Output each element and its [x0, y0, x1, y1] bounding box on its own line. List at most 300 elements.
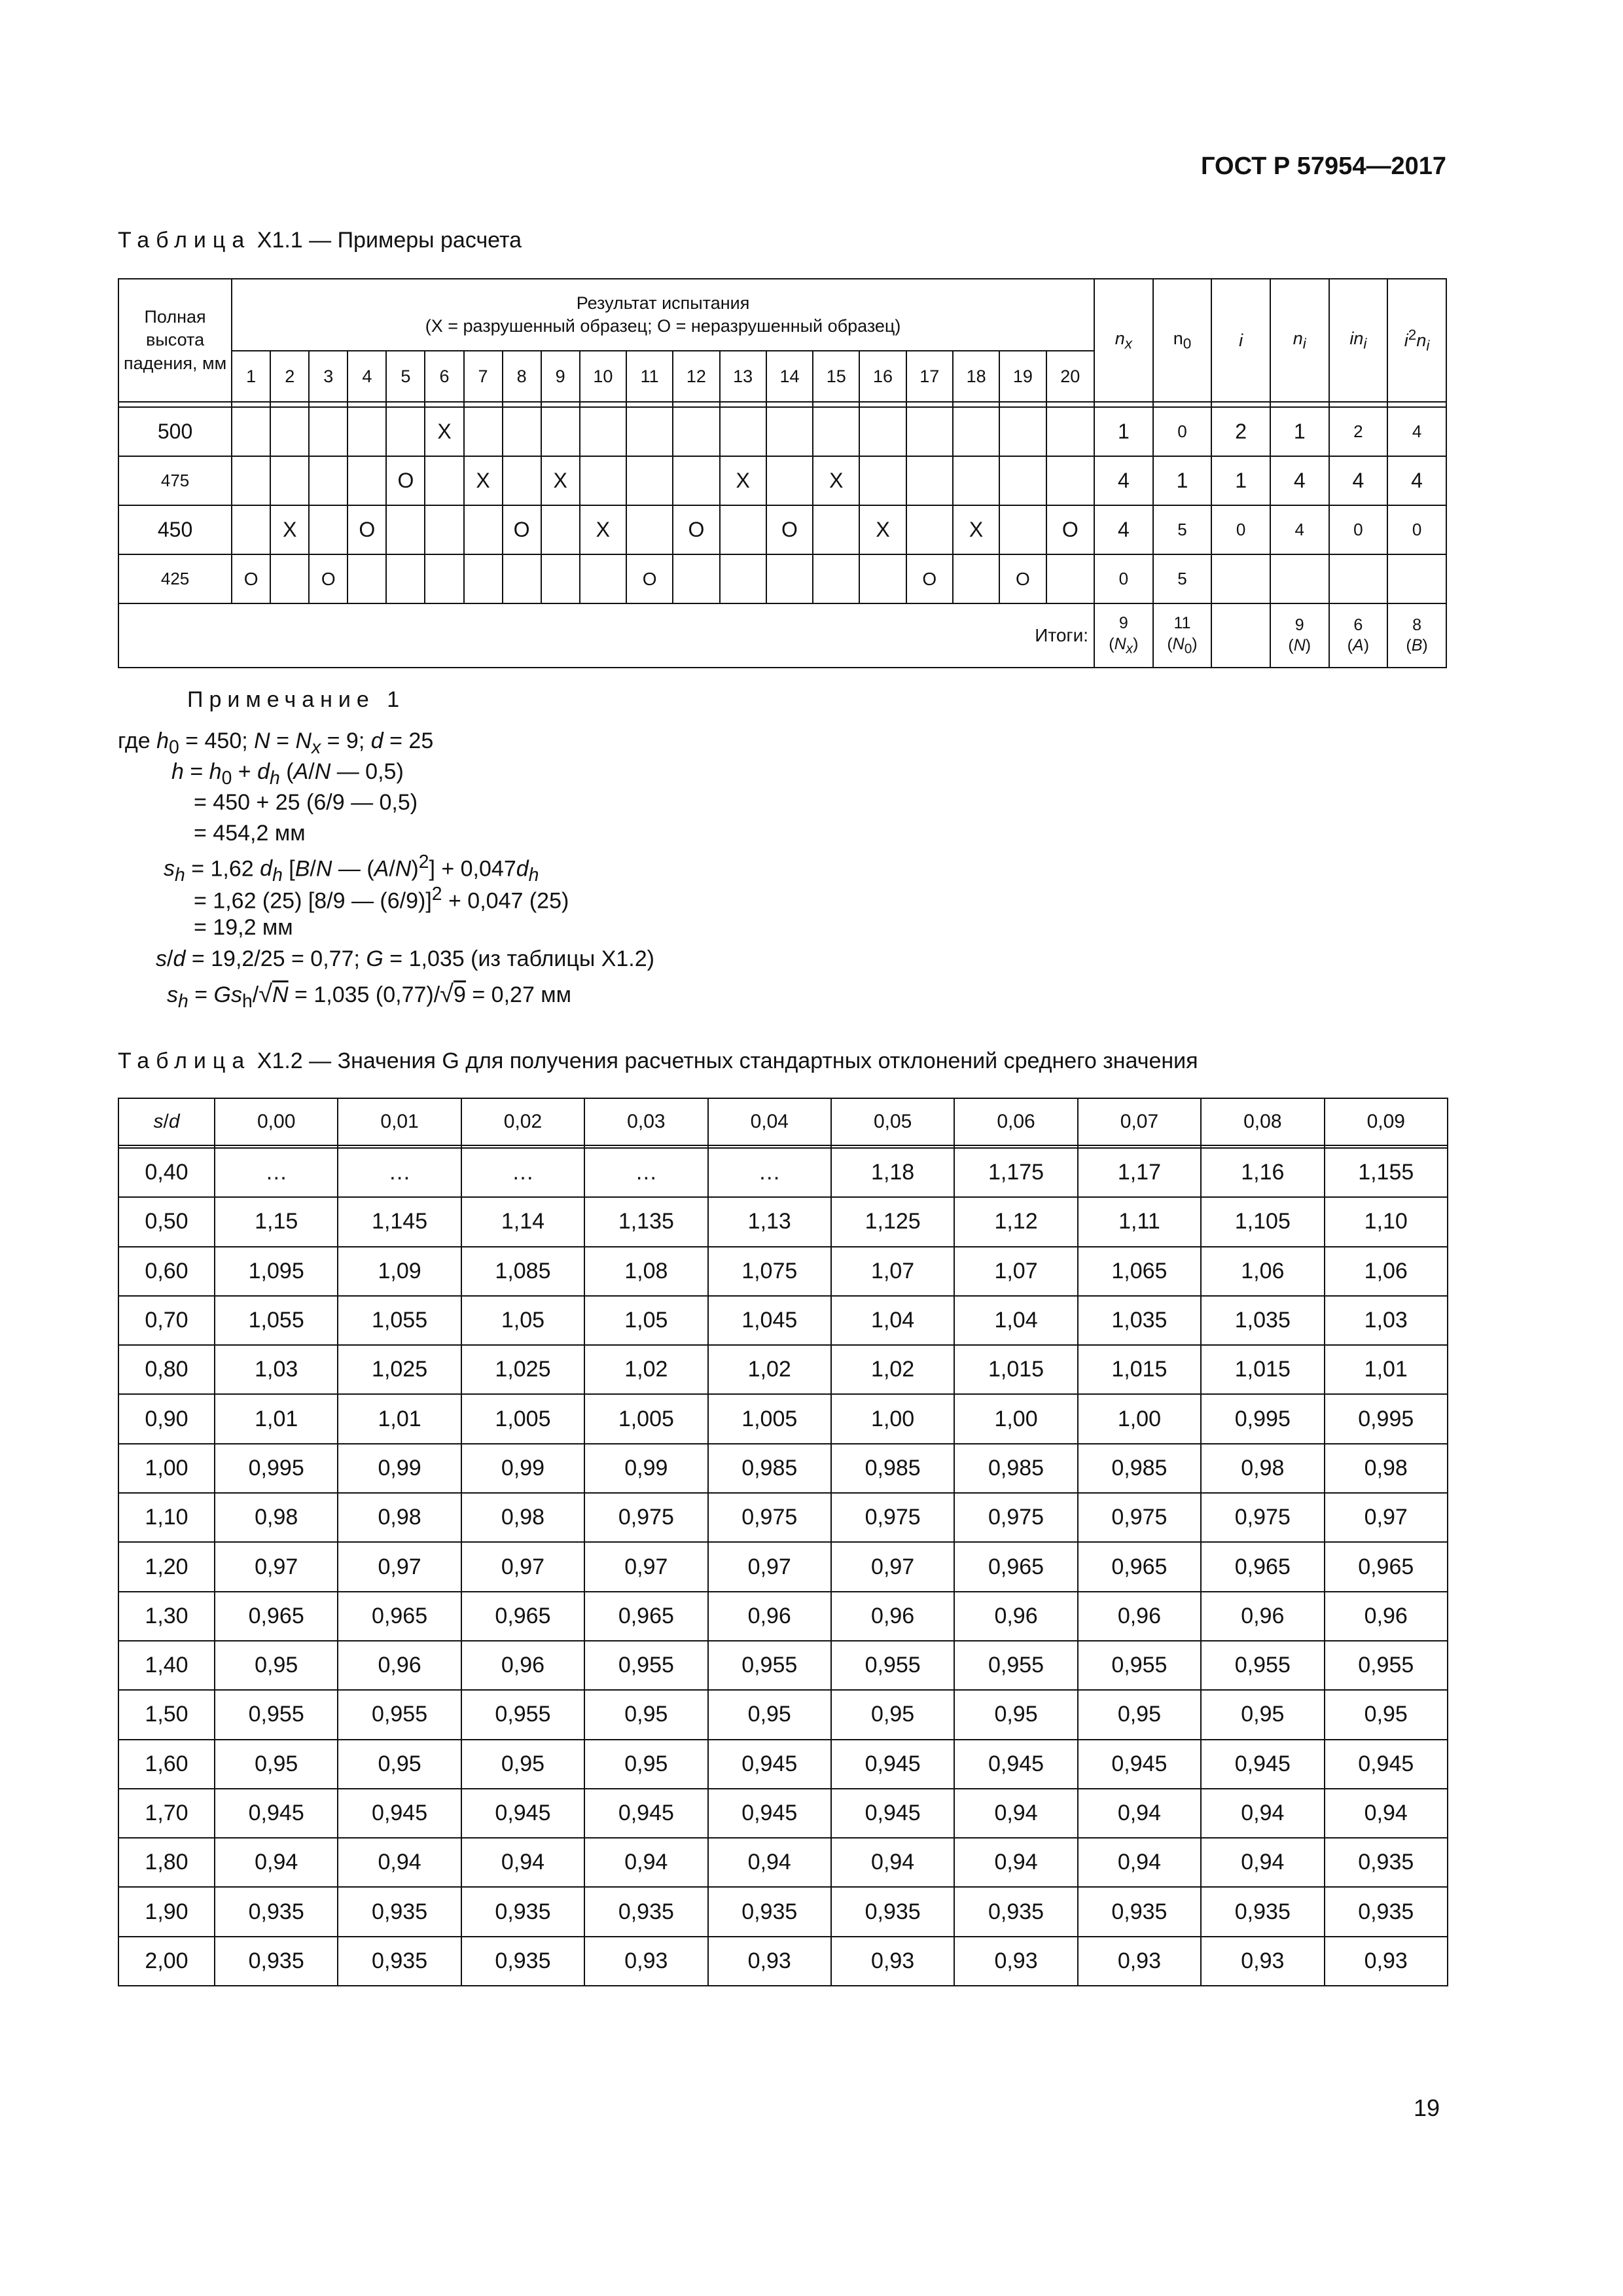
trial-number-3: 3	[309, 351, 348, 402]
table-row	[118, 1148, 1448, 1197]
table-row	[118, 1937, 1448, 1986]
trial-result-cell: О	[766, 505, 813, 554]
g-value-cell: 0,935	[954, 1887, 1077, 1936]
g-value-cell: 0,99	[461, 1444, 584, 1493]
g-value-cell: …	[338, 1148, 461, 1197]
g-value-cell: 0,955	[1325, 1641, 1448, 1690]
g-value-cell: 0,935	[461, 1887, 584, 1936]
trial-result-cell	[673, 456, 719, 505]
trial-result-cell	[999, 505, 1046, 554]
trial-result-cell	[270, 554, 309, 603]
stat-cell	[1270, 554, 1329, 603]
trial-result-cell: О	[309, 554, 348, 603]
total-symbol: (A)	[1347, 636, 1370, 655]
trial-result-cell	[626, 407, 673, 456]
g-value-cell: 1,075	[708, 1247, 831, 1296]
table-row	[118, 1789, 1448, 1838]
g-value-cell: 0,985	[954, 1444, 1077, 1493]
trial-result-cell	[232, 505, 270, 554]
g-value-cell: 0,945	[1078, 1740, 1201, 1789]
g-value-cell: 1,05	[461, 1296, 584, 1345]
g-value-cell: 1,18	[831, 1148, 954, 1197]
g-value-cell: 0,94	[1201, 1838, 1324, 1887]
trial-result-cell	[503, 456, 541, 505]
trial-result-cell	[580, 456, 626, 505]
g-value-cell: 0,96	[708, 1592, 831, 1641]
g-value-cell: 0,97	[584, 1542, 707, 1591]
sd-row-label: 1,00	[118, 1444, 215, 1493]
trial-result-cell	[348, 456, 386, 505]
table-row	[118, 554, 1446, 603]
spacer-cell	[953, 402, 999, 407]
stat-header-3: i	[1211, 279, 1270, 402]
trial-result-cell	[232, 456, 270, 505]
g-value-cell: 0,95	[708, 1690, 831, 1739]
sd-row-label: 0,90	[118, 1394, 215, 1443]
trial-result-cell	[425, 554, 463, 603]
g-value-cell: 0,93	[831, 1937, 954, 1986]
g-value-cell: 0,965	[1325, 1542, 1448, 1591]
sd-row-label: 1,70	[118, 1789, 215, 1838]
g-value-cell: 0,935	[1078, 1887, 1201, 1936]
trial-result-cell	[541, 407, 580, 456]
g-value-cell: 0,935	[831, 1887, 954, 1936]
g-value-cell: 1,06	[1325, 1247, 1448, 1296]
g-value-cell: 0,995	[1201, 1394, 1324, 1443]
g-value-cell: 1,00	[954, 1394, 1077, 1443]
spacer-cell	[1211, 402, 1270, 407]
trial-number-15: 15	[813, 351, 859, 402]
trial-number-7: 7	[464, 351, 503, 402]
note-line-9: $s_h = Gs_h/√N = 1,035$ (0,77)/√9 = 0,27 мм	[167, 980, 572, 1012]
spacer-cell	[1329, 402, 1388, 407]
table-row	[118, 1641, 1448, 1690]
g-value-cell: 0,94	[831, 1838, 954, 1887]
g-value-cell: 0,97	[831, 1542, 954, 1591]
table-row	[118, 1394, 1448, 1443]
table2-caption	[118, 1049, 1198, 1074]
spacer-cell	[425, 402, 463, 407]
g-value-cell: …	[461, 1148, 584, 1197]
trial-result-cell	[999, 407, 1046, 456]
trial-result-cell	[232, 407, 270, 456]
g-value-cell: 1,02	[708, 1345, 831, 1394]
table-row	[118, 1592, 1448, 1641]
table-row	[118, 1444, 1448, 1493]
trial-result-cell	[953, 456, 999, 505]
spacer-cell	[859, 402, 906, 407]
spacer-cell	[541, 402, 580, 407]
spacer-cell	[386, 402, 425, 407]
trial-result-cell	[386, 407, 425, 456]
g-value-cell: 0,98	[1325, 1444, 1448, 1493]
table2-caption-label: Таблица	[118, 1049, 251, 1073]
stat-cell: 4	[1094, 505, 1153, 554]
total-value: 8	[1412, 615, 1422, 634]
total-cell	[1153, 603, 1212, 668]
trial-number-17: 17	[906, 351, 953, 402]
g-value-cell: 0,995	[215, 1444, 338, 1493]
table2-column-header: 0,03	[584, 1098, 707, 1145]
g-value-cell: 0,945	[1325, 1740, 1448, 1789]
sd-row-label: 1,60	[118, 1740, 215, 1789]
trial-result-cell	[626, 505, 673, 554]
calculation-example-table	[118, 278, 1447, 668]
spacer-cell	[1270, 402, 1329, 407]
trial-result-cell: О	[1046, 505, 1095, 554]
g-value-cell: 0,93	[1201, 1937, 1324, 1986]
stat-header-2: $n_0$	[1153, 279, 1212, 402]
g-value-cell: 0,945	[584, 1789, 707, 1838]
table2-column-header: 0,08	[1201, 1098, 1324, 1145]
sd-row-label: 0,50	[118, 1197, 215, 1246]
table2-column-header: 0,06	[954, 1098, 1077, 1145]
total-symbol: (B)	[1406, 636, 1428, 655]
table-row	[118, 1493, 1448, 1542]
trial-result-cell	[813, 407, 859, 456]
g-value-cell: 0,94	[1325, 1789, 1448, 1838]
result-header-legend: (Х = разрушенный образец; О = неразрушенный образец)	[425, 316, 901, 336]
stat-cell: 0	[1211, 505, 1270, 554]
trial-number-4: 4	[348, 351, 386, 402]
g-value-cell: 0,955	[461, 1690, 584, 1739]
stat-cell	[1211, 554, 1270, 603]
g-value-cell: 1,015	[1201, 1345, 1324, 1394]
g-value-cell: 0,95	[584, 1740, 707, 1789]
spacer-cell	[1153, 402, 1212, 407]
g-value-cell: 0,95	[215, 1740, 338, 1789]
trial-result-cell: Х	[270, 505, 309, 554]
drop-height-cell: 500	[118, 407, 232, 456]
trial-result-cell	[541, 505, 580, 554]
g-value-cell: 1,025	[461, 1345, 584, 1394]
trial-result-cell	[859, 407, 906, 456]
stat-cell: 1	[1094, 407, 1153, 456]
trial-result-cell: Х	[859, 505, 906, 554]
g-value-cell: 1,175	[954, 1148, 1077, 1197]
trial-result-cell: О	[673, 505, 719, 554]
drop-height-cell: 450	[118, 505, 232, 554]
sd-row-label: 1,20	[118, 1542, 215, 1591]
g-value-cell: 0,97	[338, 1542, 461, 1591]
g-value-cell: 1,03	[215, 1345, 338, 1394]
g-value-cell: 0,98	[215, 1493, 338, 1542]
g-value-cell: 1,15	[215, 1197, 338, 1246]
g-value-cell: 0,93	[1078, 1937, 1201, 1986]
stat-cell: 5	[1153, 505, 1212, 554]
table2-column-header: 0,00	[215, 1098, 338, 1145]
note-line-5: $s_h = 1,62$ $d_h$ [B/N — $(A/N)^2] + 0,047d_h$	[164, 852, 539, 886]
g-value-cell: 0,95	[584, 1690, 707, 1739]
table2-caption-text: Х1.2 — Значения G для получения расчетных стандартных отклонений среднего значения	[257, 1049, 1198, 1073]
g-value-cell: 1,14	[461, 1197, 584, 1246]
g-value-cell: 0,95	[461, 1740, 584, 1789]
g-value-cell: 0,94	[954, 1838, 1077, 1887]
trial-result-cell	[464, 554, 503, 603]
trial-number-13: 13	[720, 351, 766, 402]
g-value-cell: 0,94	[215, 1838, 338, 1887]
g-value-cell: 0,955	[584, 1641, 707, 1690]
trial-result-cell: Х	[541, 456, 580, 505]
sd-row-label: 0,70	[118, 1296, 215, 1345]
trial-result-cell: О	[348, 505, 386, 554]
g-value-cell: 0,965	[215, 1592, 338, 1641]
table2-column-header: 0,01	[338, 1098, 461, 1145]
g-value-cell: 0,95	[1325, 1690, 1448, 1739]
trial-result-cell	[270, 407, 309, 456]
total-cell	[1211, 603, 1270, 668]
spacer-cell	[673, 402, 719, 407]
trial-result-cell	[673, 407, 719, 456]
spacer-cell	[270, 402, 309, 407]
stat-cell	[1329, 554, 1388, 603]
stat-cell: 0	[1094, 554, 1153, 603]
spacer-cell	[766, 402, 813, 407]
g-value-cell: 1,00	[1078, 1394, 1201, 1443]
table2-column-header: 0,05	[831, 1098, 954, 1145]
trial-result-cell	[309, 407, 348, 456]
g-value-cell: 1,10	[1325, 1197, 1448, 1246]
g-value-cell: 0,95	[1201, 1690, 1324, 1739]
g-value-cell: 0,985	[1078, 1444, 1201, 1493]
table-row	[118, 1197, 1448, 1246]
stat-cell	[1387, 554, 1446, 603]
trial-result-cell: Х	[813, 456, 859, 505]
g-value-cell: 0,935	[338, 1937, 461, 1986]
trial-result-cell	[813, 505, 859, 554]
g-value-cell: 0,98	[338, 1493, 461, 1542]
g-value-cell: 1,005	[708, 1394, 831, 1443]
stat-cell: 4	[1329, 456, 1388, 505]
spacer-cell	[580, 402, 626, 407]
trial-result-cell	[1046, 407, 1095, 456]
total-symbol: $(N_0)$	[1167, 634, 1198, 656]
g-value-cell: 1,025	[338, 1345, 461, 1394]
stat-cell: 1	[1270, 407, 1329, 456]
stat-cell: 4	[1094, 456, 1153, 505]
trial-result-cell	[720, 407, 766, 456]
stat-header-4: $n_i$	[1270, 279, 1329, 402]
trial-result-cell	[766, 407, 813, 456]
sd-row-label: 1,40	[118, 1641, 215, 1690]
g-value-cell: 0,935	[1325, 1838, 1448, 1887]
g-value-cell: 0,965	[1201, 1542, 1324, 1591]
trial-number-8: 8	[503, 351, 541, 402]
g-value-cell: 0,97	[215, 1542, 338, 1591]
trial-result-cell	[766, 554, 813, 603]
trial-result-cell	[503, 407, 541, 456]
sd-row-label: 1,30	[118, 1592, 215, 1641]
table2-column-header: 0,07	[1078, 1098, 1201, 1145]
g-value-cell: 0,93	[708, 1937, 831, 1986]
g-value-cell: 0,99	[584, 1444, 707, 1493]
sd-row-label: 0,40	[118, 1148, 215, 1197]
stat-cell: 1	[1153, 456, 1212, 505]
g-value-cell: 0,98	[461, 1493, 584, 1542]
sd-row-label: 0,60	[118, 1247, 215, 1296]
g-value-cell: 1,045	[708, 1296, 831, 1345]
stat-cell: 0	[1153, 407, 1212, 456]
sd-row-label: 1,10	[118, 1493, 215, 1542]
trial-result-cell	[309, 456, 348, 505]
g-value-cell: 1,08	[584, 1247, 707, 1296]
trial-result-cell	[953, 554, 999, 603]
trial-number-9: 9	[541, 351, 580, 402]
trial-number-16: 16	[859, 351, 906, 402]
table2-column-header: 0,02	[461, 1098, 584, 1145]
sd-row-label: 1,80	[118, 1838, 215, 1887]
g-value-cell: 0,94	[1078, 1838, 1201, 1887]
trial-result-cell	[859, 554, 906, 603]
g-value-cell: 0,975	[708, 1493, 831, 1542]
trial-result-cell	[348, 554, 386, 603]
spacer-cell	[999, 402, 1046, 407]
g-value-cell: …	[708, 1148, 831, 1197]
trial-result-cell	[813, 554, 859, 603]
g-value-cell: 0,945	[831, 1789, 954, 1838]
g-value-cell: 1,06	[1201, 1247, 1324, 1296]
g-value-cell: 0,94	[708, 1838, 831, 1887]
trial-result-cell: Х	[580, 505, 626, 554]
trial-result-cell: О	[503, 505, 541, 554]
g-value-cell: 0,96	[461, 1641, 584, 1690]
trial-result-cell	[1046, 456, 1095, 505]
spacer-cell	[309, 402, 348, 407]
g-value-cell: 1,12	[954, 1197, 1077, 1246]
table2-corner-header: s/d	[118, 1098, 215, 1145]
g-value-cell: 0,95	[215, 1641, 338, 1690]
trial-result-cell	[464, 505, 503, 554]
g-value-cell: 1,07	[831, 1247, 954, 1296]
g-value-cell: 0,955	[954, 1641, 1077, 1690]
trial-result-cell: Х	[425, 407, 463, 456]
total-cell	[1094, 603, 1153, 668]
trial-result-cell	[386, 554, 425, 603]
trial-result-cell	[720, 505, 766, 554]
trial-result-cell	[503, 554, 541, 603]
g-value-cell: 0,975	[954, 1493, 1077, 1542]
g-value-cell: 0,975	[584, 1493, 707, 1542]
trial-number-14: 14	[766, 351, 813, 402]
g-value-cell: 0,96	[338, 1641, 461, 1690]
g-value-cell: 0,945	[954, 1740, 1077, 1789]
g-value-cell: 0,945	[708, 1740, 831, 1789]
trial-number-12: 12	[673, 351, 719, 402]
total-symbol: $(N_x)$	[1109, 634, 1139, 656]
g-value-cell: 0,93	[954, 1937, 1077, 1986]
table1-caption	[118, 228, 522, 253]
stat-cell: 2	[1329, 407, 1388, 456]
g-value-cell: 0,97	[461, 1542, 584, 1591]
trial-number-18: 18	[953, 351, 999, 402]
g-value-cell: 0,955	[708, 1641, 831, 1690]
g-value-cell: 0,945	[1201, 1740, 1324, 1789]
g-value-cell: 0,985	[831, 1444, 954, 1493]
g-value-cell: 0,935	[215, 1887, 338, 1936]
g-value-cell: 0,975	[1201, 1493, 1324, 1542]
g-value-cell: 0,955	[215, 1690, 338, 1739]
g-value-cell: 0,95	[954, 1690, 1077, 1739]
g-value-cell: 1,035	[1078, 1296, 1201, 1345]
note-line-3: = 450 + 25 (6/9 — 0,5)	[194, 790, 418, 815]
table-row	[118, 1247, 1448, 1296]
g-value-cell: 0,93	[1325, 1937, 1448, 1986]
g-value-cell: 1,01	[338, 1394, 461, 1443]
g-value-cell: 1,01	[1325, 1345, 1448, 1394]
trial-result-cell	[626, 456, 673, 505]
table-row	[118, 1838, 1448, 1887]
total-value: 9	[1118, 614, 1128, 633]
stat-header-1: $n_x$	[1094, 279, 1153, 402]
g-value-cell: 0,965	[338, 1592, 461, 1641]
g-value-cell: 0,965	[461, 1592, 584, 1641]
total-value: 9	[1294, 615, 1304, 634]
g-value-cell: 1,105	[1201, 1197, 1324, 1246]
trial-result-cell	[906, 505, 953, 554]
g-value-cell: 1,155	[1325, 1148, 1448, 1197]
total-cell	[1329, 603, 1388, 668]
g-value-cell: 0,96	[831, 1592, 954, 1641]
g-value-cell: 0,955	[831, 1641, 954, 1690]
g-value-cell: 1,135	[584, 1197, 707, 1246]
sd-row-label: 2,00	[118, 1937, 215, 1986]
spacer-cell	[503, 402, 541, 407]
g-value-cell: 0,955	[1201, 1641, 1324, 1690]
g-value-cell: 1,09	[338, 1247, 461, 1296]
g-value-cell: 0,955	[1078, 1641, 1201, 1690]
spacer-cell	[348, 402, 386, 407]
table-row	[118, 1887, 1448, 1936]
g-value-cell: 1,055	[215, 1296, 338, 1345]
g-value-cell: 1,095	[215, 1247, 338, 1296]
g-value-cell: 0,94	[954, 1789, 1077, 1838]
trial-number-20: 20	[1046, 351, 1095, 402]
spacer-cell	[626, 402, 673, 407]
trial-number-1: 1	[232, 351, 270, 402]
total-value: 11	[1173, 614, 1191, 633]
g-value-cell: 0,945	[708, 1789, 831, 1838]
g-value-cell: 0,955	[338, 1690, 461, 1739]
document-code: ГОСТ Р 57954—2017	[1201, 152, 1446, 180]
g-value-cell: 0,935	[1325, 1887, 1448, 1936]
trial-result-cell	[1046, 554, 1095, 603]
g-value-cell: 1,01	[215, 1394, 338, 1443]
table-row	[118, 1542, 1448, 1591]
g-value-cell: 0,98	[1201, 1444, 1324, 1493]
trial-number-10: 10	[580, 351, 626, 402]
spacer-cell	[118, 402, 232, 407]
stat-cell: 4	[1270, 456, 1329, 505]
g-value-cell: 1,07	[954, 1247, 1077, 1296]
g-value-cell: 1,02	[831, 1345, 954, 1394]
trial-result-cell	[541, 554, 580, 603]
g-value-cell: 0,94	[1078, 1789, 1201, 1838]
g-value-cell: 1,16	[1201, 1148, 1324, 1197]
g-value-cell: 0,935	[1201, 1887, 1324, 1936]
g-value-cell: 0,995	[1325, 1394, 1448, 1443]
table-row	[118, 505, 1446, 554]
g-value-cell: 1,02	[584, 1345, 707, 1394]
g-value-cell: 0,965	[954, 1542, 1077, 1591]
g-value-cell: 0,935	[584, 1887, 707, 1936]
trial-result-cell	[673, 554, 719, 603]
note-title: Примечание 1	[187, 687, 406, 712]
stat-cell: 2	[1211, 407, 1270, 456]
g-value-cell: 1,125	[831, 1197, 954, 1246]
g-value-cell: 1,055	[338, 1296, 461, 1345]
table-row	[118, 407, 1446, 456]
trial-result-cell: Х	[720, 456, 766, 505]
